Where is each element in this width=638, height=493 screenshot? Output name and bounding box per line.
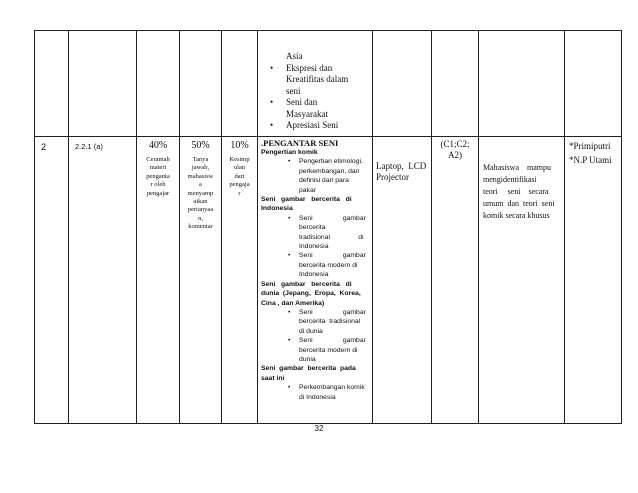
list-item: Masyarakat [286,108,328,119]
cell [479,31,565,137]
list-item: • Ekspresi dan [270,62,333,73]
sub-cpmk-code: 2.2.1 (a) [75,142,103,151]
method-2-text: Tanya jawab, mahasisw a menyamp aikan pertanyaa n, komentar [187,156,214,231]
outcome-cell [479,137,565,424]
row-number-cell [35,137,69,424]
rps-table [34,30,622,424]
media-cell [373,137,432,424]
percent-3: 10% [230,140,249,151]
method-1-text: Ceramah materi penganta r oleh pengajar [146,156,170,197]
code-cell [69,137,137,424]
list-item: • Apresiasi Seni [270,120,339,130]
cell [35,31,69,137]
cell [180,31,222,137]
cell [565,31,622,137]
method-1-cell [137,137,180,424]
list-item: • Seni gambar bercerita modern di dunia [288,337,366,363]
cell [69,31,137,137]
percent-1: 40% [148,140,168,151]
list-item: • Seni gambar bercerita tradisional di Indonesia [288,214,366,251]
page-number: 32 [314,424,324,433]
percent-2: 50% [191,140,210,151]
bullet-icon: • [288,158,291,166]
list-item: • Seni dan [270,97,318,107]
bullet-icon: • [288,214,291,222]
table-row [35,137,622,424]
section-heading: Indonesia [261,205,293,213]
bullet-icon: • [288,384,291,392]
list-item: Kreatifitas dalam [286,74,349,84]
level-text: (C1;C2; A2) [440,139,470,160]
section-heading: Seni gambar bercerita pada [261,365,356,373]
bullet-icon: • [288,252,291,260]
section-heading: saat ini [261,374,285,382]
table-row [35,31,622,137]
list-item: • Pengertian etimologi, perkembangan, dan definisi dari para pakar [288,158,363,194]
cell [432,31,479,137]
list-item: seni [286,85,301,96]
materi-subtitle: Pengertian komik [261,149,318,156]
bullet-icon: • [288,308,291,316]
materi-cell-top [258,31,373,137]
list-item: • Perkembangan komik di Indonesia [288,384,365,401]
method-3-text: Kesimp ulan dari pengaja r [229,156,250,197]
cell [373,31,432,137]
materi-title: .PENGANTAR SENI [261,138,339,148]
list-item: • Seni gambar bercerita tradisional di dunia [288,308,366,335]
method-3-cell [222,137,258,424]
lecturer-cell [565,137,622,424]
materi-cell [258,137,373,424]
cell [137,31,180,137]
list-item: Asia [286,51,303,61]
materi-content [258,137,372,402]
method-2-cell [180,137,222,424]
level-cell [432,137,479,424]
lecturer-text: *Primiputri *N.P Utami [569,141,612,165]
section-heading: Cina , dan Amerika) [261,299,325,307]
materi-list [258,31,372,132]
media-text: Laptop, LCD Projector [376,161,427,182]
bullet-icon: • [270,97,274,107]
bullet-icon: • [288,337,291,345]
section-heading: Seni gambar bercerita di [261,280,352,288]
bullet-icon: • [270,120,274,130]
cell [222,31,258,137]
bullet-icon: • [270,62,274,73]
row-number: 2 [41,142,47,152]
section-heading: Seni gambar bercerita di [261,196,352,204]
outcome-text: Mahasiswa mampu mengidentifikasi teori seni secara umum dan teori seni komik secara khusus [483,163,555,220]
list-item: • Seni gambar bercerita modern di Indonesia [288,252,366,279]
section-heading: dunia (Jepang, Eropa, Korea, [261,290,361,298]
